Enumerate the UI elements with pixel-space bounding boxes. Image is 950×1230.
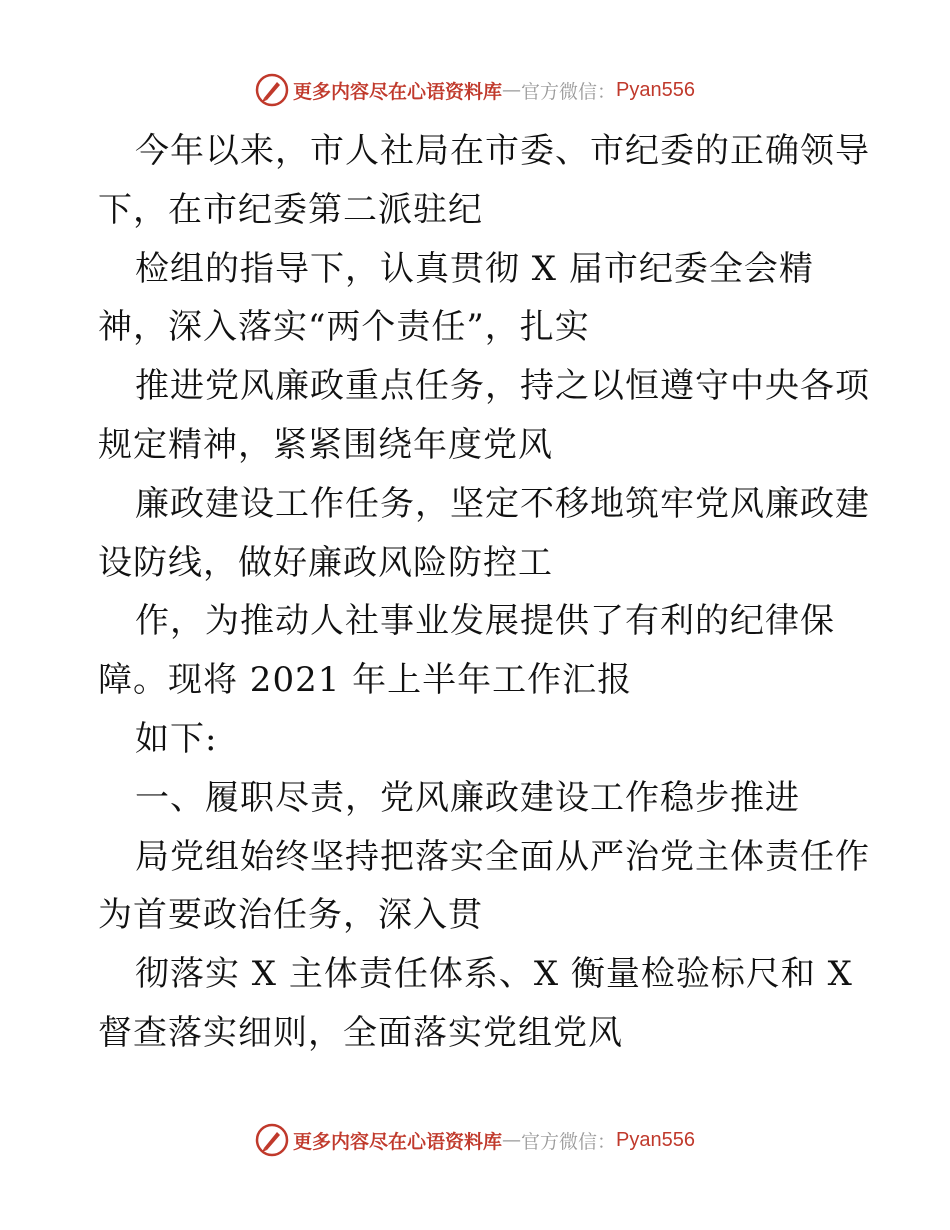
text-line: 障。现将 2021 年上半年工作汇报: [98, 660, 633, 701]
header-watermark: [0, 70, 950, 110]
quill-logo-icon: [255, 1123, 289, 1157]
watermark-wechat-id: Pyan556: [616, 78, 695, 101]
watermark-separator: —: [502, 79, 522, 101]
watermark-brand-text: 更多内容尽在心语资料库: [293, 80, 503, 103]
text-line: 下，在市纪委第二派驻纪: [98, 189, 483, 230]
text-line: 廉政建设工作任务，坚定不移地筑牢党风廉政建: [135, 483, 870, 524]
text-line: 检组的指导下，认真贯彻 X 届市纪委全会精: [135, 248, 814, 289]
text-line: 规定精神，紧紧围绕年度党风: [98, 424, 553, 465]
text-line: 推进党风廉政重点任务，持之以恒遵守中央各项: [135, 366, 870, 407]
section-heading: 一、履职尽责，党风廉政建设工作稳步推进: [135, 777, 800, 818]
footer-watermark: [0, 1120, 950, 1160]
watermark-wechat-label: 官方微信：: [521, 80, 617, 103]
text-line: 今年以来，市人社局在市委、市纪委的正确领导: [135, 131, 870, 171]
text-line: 设防线，做好廉政风险防控工: [98, 542, 553, 583]
document-body: [98, 122, 868, 1063]
text-line: 局党组始终坚持把落实全面从严治党主体责任作: [135, 836, 870, 877]
text-line: 彻落实 X 主体责任体系、X 衡量检验标尺和 X: [135, 954, 853, 995]
text-line: 如下:: [135, 718, 218, 759]
text-line: 神，深入落实“两个责任”，扎实: [98, 307, 590, 348]
text-line: 作，为推动人社事业发展提供了有利的纪律保: [135, 601, 835, 642]
watermark-brand-text: 更多内容尽在心语资料库: [293, 1130, 503, 1153]
watermark-wechat-id: Pyan556: [616, 1128, 695, 1151]
watermark-wechat-label: 官方微信：: [521, 1130, 617, 1153]
watermark-separator: —: [502, 1129, 522, 1151]
text-line: 为首要政治任务，深入贯: [98, 895, 483, 936]
text-line: 督查落实细则，全面落实党组党风: [98, 1012, 623, 1053]
quill-logo-icon: [255, 73, 289, 107]
